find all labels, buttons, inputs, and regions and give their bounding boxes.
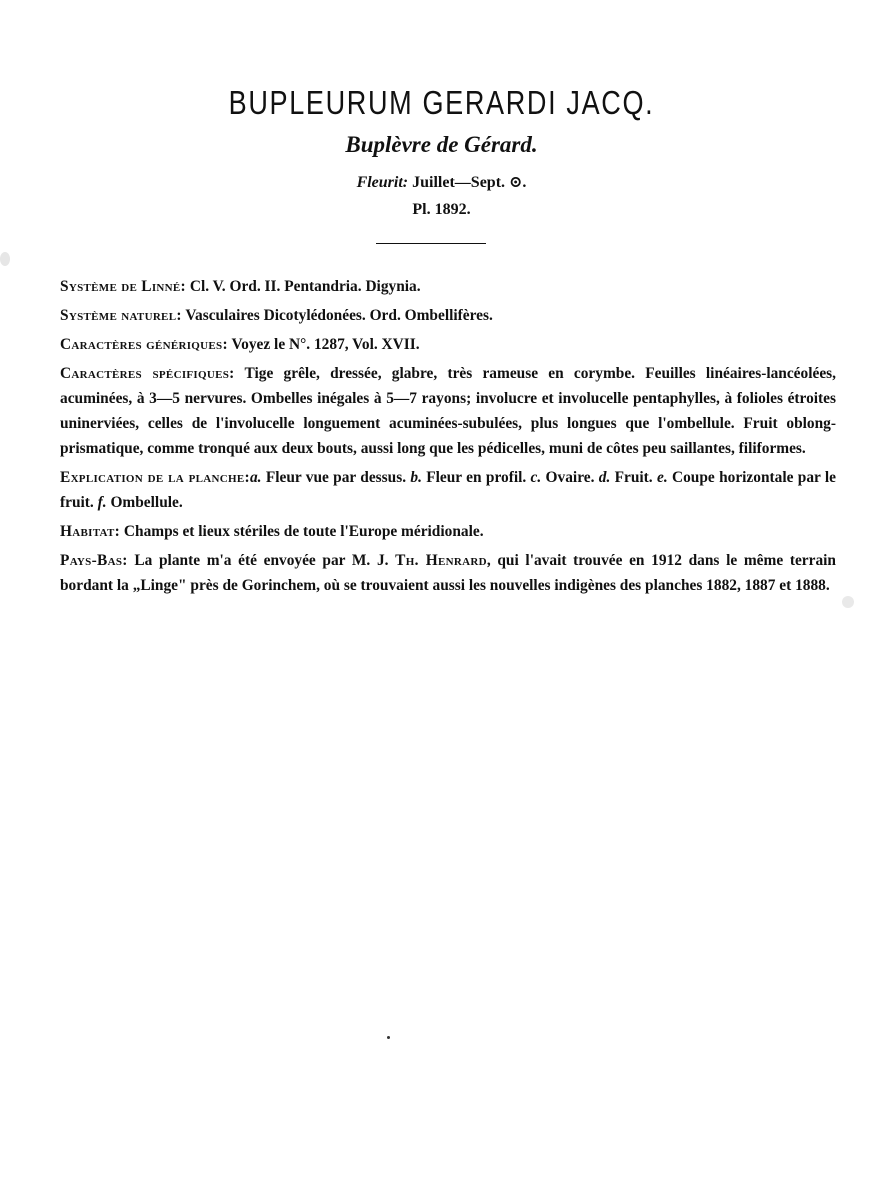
section-label: Pays-Bas:	[60, 552, 128, 569]
page-speck	[387, 1036, 390, 1039]
section-text: Cl. V. Ord. II. Pentandria. Digynia.	[186, 278, 421, 295]
species-title: BUPLEURUM GERARDI JACQ.	[228, 84, 655, 121]
figure-letter: a.	[249, 469, 262, 486]
figure-caption: Coupe horizontale par le fruit.	[60, 469, 836, 511]
section-linne	[60, 274, 836, 299]
flowering-value: Juillet—Sept. ⊙.	[412, 174, 527, 191]
page-smudge	[0, 252, 10, 266]
section-pays-bas	[60, 548, 836, 598]
figure-caption: Ovaire.	[541, 469, 599, 486]
figure-caption: Fleur en profil.	[421, 469, 531, 486]
flowering-period	[0, 172, 883, 192]
section-generiques	[60, 332, 836, 357]
section-specifiques	[60, 361, 836, 461]
section-text: Voyez le N°. 1287, Vol. XVII.	[227, 336, 420, 353]
figure-letter: e.	[656, 469, 668, 486]
section-label: Caractères génériques:	[60, 336, 228, 353]
section-label: Habitat:	[60, 523, 121, 540]
section-text: La plante m'a été envoyée par M. J.	[127, 552, 396, 569]
section-label: Caractères spécifiques:	[60, 365, 235, 382]
section-habitat	[60, 519, 836, 544]
section-label: Système de Linné:	[60, 278, 186, 295]
plate-number: Pl. 1892.	[412, 201, 471, 218]
figure-caption: Fleur vue par dessus.	[261, 469, 411, 486]
section-text: Tige grêle, dressée, glabre, très rameuse en corymbe. Feuilles linéaires-lancéolées, acuminées, à 3—5 nervures. Ombelles inégales à 5—7 rayons; involucre et involucelle pentaphylles, à folioles étroites uninerviées, celles de l'involucelle longuement acuminées-subulées, plus longues que l'ombellule. Fruit oblong-prismatique, comme tronqué aux deux bouts, aussi long que les pédicelles, muni de côtes peu saillantes, filiformes.	[60, 365, 836, 457]
common-name: Buplèvre de Gérard.	[345, 132, 538, 157]
figure-letter: f.	[97, 494, 107, 511]
page-smudge	[842, 596, 854, 608]
figure-caption: Ombellule.	[106, 494, 183, 511]
section-explication	[60, 465, 836, 515]
section-text: , qui l'avait trouvée en 1912 dans le même terrain bordant la „Linge" près de Gorinchem, où se trouvaient aussi les nouvelles indigènes des planches 1882, 1887 et 1888.	[60, 552, 836, 594]
section-naturel	[60, 303, 836, 328]
header-divider	[376, 243, 486, 244]
flowering-label: Fleurit:	[356, 174, 409, 191]
figure-letter: d.	[598, 469, 611, 486]
figure-letter: c.	[530, 469, 542, 486]
section-text: Vasculaires Dicotylédonées. Ord. Ombellifères.	[181, 307, 493, 324]
figure-caption: Fruit.	[610, 469, 657, 486]
section-label: Explication de la planche:	[60, 469, 250, 486]
section-label: Système naturel:	[60, 307, 182, 324]
figure-letter: b.	[410, 469, 422, 486]
section-text: Champs et lieux stériles de toute l'Europe méridionale.	[120, 523, 484, 540]
collector-name: Th. Henrard	[395, 552, 487, 569]
description-body	[60, 274, 836, 602]
